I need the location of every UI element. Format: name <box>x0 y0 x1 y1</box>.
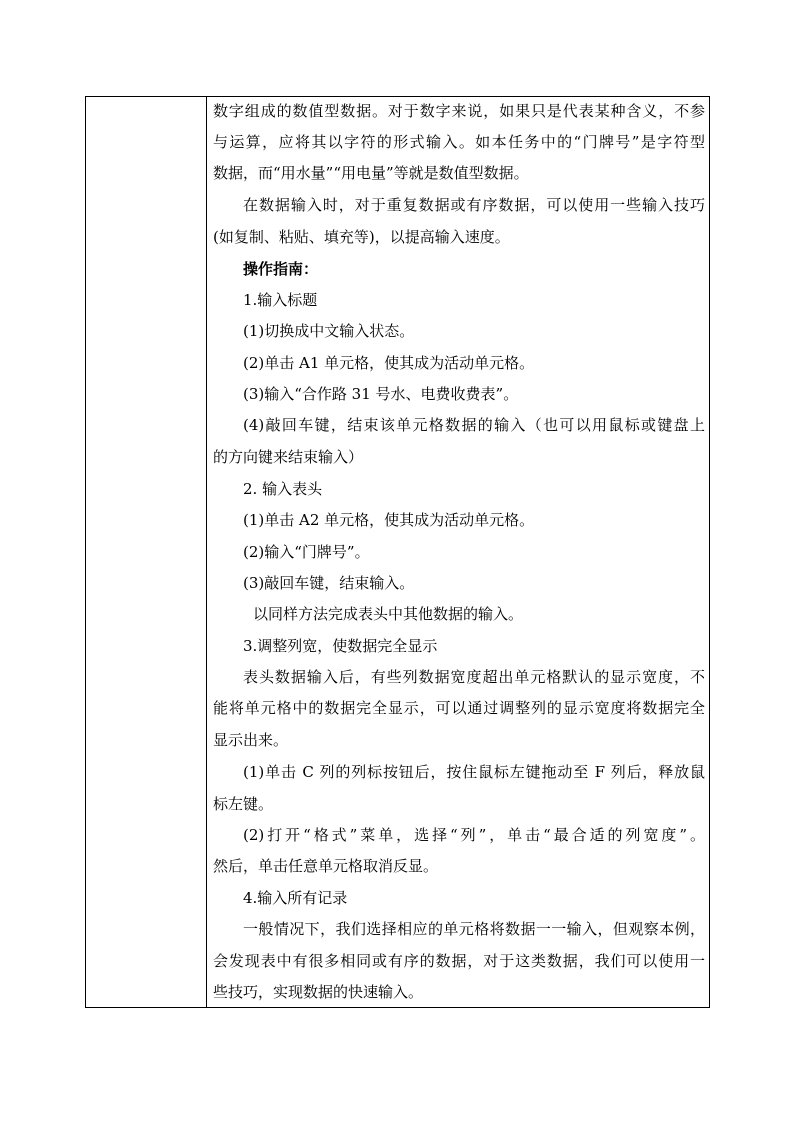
text-line: (1)单击 C 列的列标按钮后，按住鼠标左键拖动至 F 列后，释放鼠 <box>243 763 705 781</box>
text-line: 数字组成的数值型数据。对于数字来说，如果只是代表某种含义，不参 <box>213 102 705 120</box>
text-line: (2)单击 A1 单元格，使其成为活动单元格。 <box>243 354 535 372</box>
section-heading: 操作指南： <box>243 260 319 278</box>
text-line: 与运算，应将其以字符的形式输入。如本任务中的“门牌号”是字符型 <box>213 133 705 151</box>
step-heading: 3.调整列宽，使数据完全显示 <box>243 637 438 655</box>
step-heading: 4.输入所有记录 <box>243 889 348 907</box>
left-column-cell <box>86 97 207 1007</box>
text-line: (3)敲回车键，结束输入。 <box>243 574 415 592</box>
text-line: 能将单元格中的数据完全显示，可以通过调整列的显示宽度将数据完全 <box>213 699 705 717</box>
text-line: 一般情况下，我们选择相应的单元格将数据一一输入，但观察本例， <box>243 920 705 938</box>
right-column-cell <box>207 97 709 1007</box>
step-heading: 2. 输入表头 <box>243 480 323 498</box>
step-heading: 1.输入标题 <box>243 291 318 309</box>
text-line: 会发现表中有很多相同或有序的数据，对于这类数据，我们可以使用一 <box>213 952 705 970</box>
text-line: (4)敲回车键，结束该单元格数据的输入（也可以用鼠标或键盘上 <box>243 416 705 434</box>
text-line: (3)输入“合作路 31 号水、电费收费表”。 <box>243 385 519 403</box>
text-line: (如复制、粘贴、填充等)，以提高输入速度。 <box>213 228 510 246</box>
text-line: 些技巧，实现数据的快速输入。 <box>213 983 424 1001</box>
text-line: 标左键。 <box>213 795 274 813</box>
text-line: 然后，单击任意单元格取消反显。 <box>213 857 439 875</box>
text-line: (2)打开“格式”菜单，选择“列”，单击“最合适的列宽度”。 <box>243 826 705 844</box>
text-line: (1)单击 A2 单元格，使其成为活动单元格。 <box>243 511 535 529</box>
text-line: 在数据输入时，对于重复数据或有序数据，可以使用一些输入技巧 <box>243 196 705 214</box>
text-line: 显示出来。 <box>213 731 289 749</box>
text-line: (1)切换成中文输入状态。 <box>243 322 415 340</box>
text-line: (2)输入“门牌号”。 <box>243 543 370 561</box>
text-line: 表头数据输入后，有些列数据宽度超出单元格默认的显示宽度，不 <box>243 668 705 686</box>
text-line: 数据，而“用水量”“用电量”等就是数值型数据。 <box>213 164 529 182</box>
content-table <box>85 96 710 1008</box>
text-line: 以同样方法完成表头中其他数据的输入。 <box>253 605 524 623</box>
text-line: 的方向键来结束输入） <box>213 448 364 466</box>
